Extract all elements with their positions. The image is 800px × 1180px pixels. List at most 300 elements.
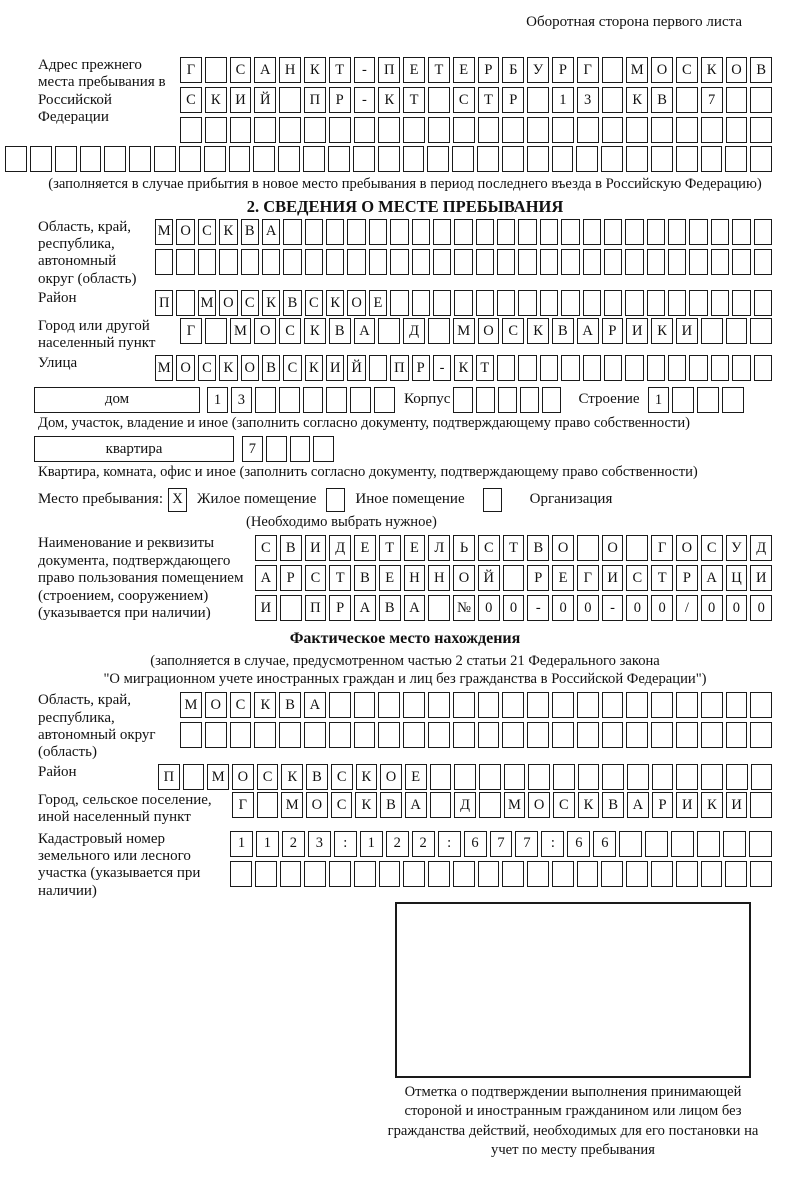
char-cell: У (527, 57, 549, 83)
char-cell: А (404, 595, 426, 621)
char-cell (578, 764, 600, 790)
dom-caption: Дом, участок, владение и иное (заполнить согласно документу, подтверждающему право собственности) (38, 414, 691, 431)
char-cell (701, 722, 723, 748)
char-cell (711, 219, 729, 245)
char-cell: И (326, 355, 344, 381)
mesto-note: (Необходимо выбрать нужное) (246, 513, 437, 530)
char-cell (453, 861, 475, 887)
char-cell (604, 355, 622, 381)
char-cell (651, 146, 673, 172)
char-cell: К (527, 318, 549, 344)
char-cell: О (232, 764, 254, 790)
char-cell: С (331, 792, 353, 818)
char-cell: В (750, 57, 772, 83)
char-cell (502, 117, 524, 143)
char-cell (354, 692, 376, 718)
char-cell: В (306, 764, 328, 790)
char-cell: 0 (503, 595, 525, 621)
char-cell: С (279, 318, 301, 344)
char-cell: С (305, 565, 327, 591)
option-inoe-label: Иное помещение (355, 491, 465, 508)
char-cell: 6 (567, 831, 590, 857)
char-cell: Т (403, 87, 425, 113)
char-cell (626, 861, 648, 887)
char-cell: С (255, 535, 277, 561)
kadastr-row-1 (230, 831, 772, 857)
char-cell (230, 117, 252, 143)
char-cell (183, 764, 205, 790)
char-cell: О (478, 318, 500, 344)
char-cell (626, 722, 648, 748)
char-cell: 1 (552, 87, 574, 113)
mesto-block (38, 488, 772, 512)
char-cell (326, 387, 347, 413)
char-cell (697, 831, 720, 857)
char-cell: О (726, 57, 748, 83)
char-cell: Е (379, 565, 401, 591)
char-cell (354, 861, 376, 887)
char-cell (329, 861, 351, 887)
char-cell: М (504, 792, 526, 818)
char-cell: А (262, 219, 280, 245)
char-cell: О (205, 692, 227, 718)
char-cell (751, 764, 773, 790)
kadastr-row-2 (230, 861, 772, 887)
char-cell (561, 249, 579, 275)
char-cell: К (205, 87, 227, 113)
char-cell (390, 249, 408, 275)
kvartira-cells (242, 436, 334, 462)
char-cell: 7 (515, 831, 538, 857)
char-cell (478, 117, 500, 143)
char-cell: 1 (360, 831, 383, 857)
factual-oblast-row-2 (180, 722, 772, 748)
char-cell (577, 692, 599, 718)
dom-box: дом (34, 387, 200, 413)
char-cell (527, 722, 549, 748)
char-cell: 3 (308, 831, 331, 857)
char-cell (518, 355, 536, 381)
char-cell (403, 722, 425, 748)
char-cell (711, 249, 729, 275)
char-cell: Т (379, 535, 401, 561)
char-cell: Г (577, 57, 599, 83)
char-cell: С (283, 355, 301, 381)
char-cell (403, 861, 425, 887)
char-cell (229, 146, 251, 172)
char-cell (378, 318, 400, 344)
char-cell (668, 290, 686, 316)
prev-address-block (38, 57, 772, 143)
char-cell (278, 146, 300, 172)
char-cell (154, 146, 176, 172)
oblast-row-2 (155, 249, 772, 275)
char-cell: Г (180, 57, 202, 83)
char-cell (754, 249, 772, 275)
char-cell (283, 219, 301, 245)
char-cell: П (304, 87, 326, 113)
char-cell: Б (502, 57, 524, 83)
char-cell (55, 146, 77, 172)
char-cell (374, 387, 395, 413)
char-cell (412, 249, 430, 275)
char-cell (697, 387, 719, 413)
char-cell: О (306, 792, 328, 818)
char-cell (497, 355, 515, 381)
raion-row (155, 290, 772, 316)
char-cell (326, 219, 344, 245)
char-cell: Т (428, 57, 450, 83)
char-cell (711, 290, 729, 316)
char-cell (378, 722, 400, 748)
char-cell: И (602, 565, 624, 591)
char-cell: С (701, 535, 723, 561)
char-cell: 1 (230, 831, 253, 857)
char-cell (504, 764, 526, 790)
prev-address-row-2 (180, 87, 772, 113)
char-cell (552, 692, 574, 718)
prev-address-label: Адрес прежнего места пребывания в Российской Федерации (38, 57, 166, 126)
char-cell (428, 692, 450, 718)
char-cell: К (578, 792, 600, 818)
char-cell (403, 117, 425, 143)
char-cell (379, 861, 401, 887)
char-cell: 2 (386, 831, 409, 857)
char-cell (328, 146, 350, 172)
char-cell: - (527, 595, 549, 621)
char-cell: К (378, 87, 400, 113)
char-cell: А (254, 57, 276, 83)
char-cell: М (155, 219, 173, 245)
char-cell (279, 117, 301, 143)
char-cell (452, 146, 474, 172)
char-cell: Р (502, 87, 524, 113)
char-cell (378, 117, 400, 143)
char-cell: О (676, 535, 698, 561)
char-cell: И (255, 595, 277, 621)
char-cell: В (379, 595, 401, 621)
char-cell: А (304, 692, 326, 718)
factual-raion-block (38, 764, 772, 790)
char-cell: О (552, 535, 574, 561)
char-cell (412, 219, 430, 245)
char-cell (502, 861, 524, 887)
document-row-1 (255, 535, 772, 561)
char-cell (750, 146, 772, 172)
factual-gorod-block (38, 792, 772, 827)
char-cell (80, 146, 102, 172)
char-cell: С (241, 290, 259, 316)
korpus-label: Корпус (404, 391, 451, 408)
char-cell: П (378, 57, 400, 83)
char-cell (668, 355, 686, 381)
stroenie-label: Строение (578, 391, 640, 408)
char-cell (369, 249, 387, 275)
document-row-2 (255, 565, 772, 591)
char-cell: : (541, 831, 564, 857)
checkbox-organizatsiya (483, 488, 502, 512)
char-cell (502, 146, 524, 172)
factual-caption-2: "О миграционном учете иностранных граждан и лиц без гражданства в Российской Федерации") (103, 670, 707, 687)
char-cell: Р (552, 57, 574, 83)
char-cell: К (281, 764, 303, 790)
char-cell: 2 (282, 831, 305, 857)
char-cell: К (304, 57, 326, 83)
char-cell (433, 219, 451, 245)
char-cell (689, 219, 707, 245)
char-cell (542, 387, 561, 413)
char-cell: : (438, 831, 461, 857)
char-cell: С (257, 764, 279, 790)
char-cell: Н (404, 565, 426, 591)
char-cell (601, 861, 623, 887)
char-cell (625, 290, 643, 316)
char-cell (676, 146, 698, 172)
char-cell: 0 (552, 595, 574, 621)
char-cell (479, 764, 501, 790)
char-cell (305, 249, 323, 275)
char-cell (651, 692, 673, 718)
char-cell (279, 387, 300, 413)
char-cell: В (262, 355, 280, 381)
char-cell (369, 355, 387, 381)
char-cell (583, 290, 601, 316)
char-cell: М (198, 290, 216, 316)
char-cell (750, 722, 772, 748)
char-cell: 7 (490, 831, 513, 857)
char-cell (430, 792, 452, 818)
char-cell (553, 764, 575, 790)
char-cell (453, 692, 475, 718)
char-cell (390, 290, 408, 316)
char-cell (540, 219, 558, 245)
char-cell: М (155, 355, 173, 381)
char-cell: Е (405, 764, 427, 790)
checkbox-inoe (326, 488, 345, 512)
char-cell (30, 146, 52, 172)
char-cell (518, 219, 536, 245)
char-cell (129, 146, 151, 172)
char-cell (180, 117, 202, 143)
char-cell: И (305, 535, 327, 561)
char-cell (453, 117, 475, 143)
char-cell: М (626, 57, 648, 83)
char-cell (651, 861, 673, 887)
oblast-row-1 (155, 219, 772, 245)
gorod-label: Город или другой населенный пункт (38, 318, 156, 352)
section2-heading: 2. СВЕДЕНИЯ О МЕСТЕ ПРЕБЫВАНИЯ (246, 196, 564, 216)
char-cell (527, 146, 549, 172)
char-cell (478, 692, 500, 718)
char-cell (701, 764, 723, 790)
char-cell (527, 87, 549, 113)
char-cell (479, 792, 501, 818)
char-cell (303, 387, 324, 413)
char-cell (403, 146, 425, 172)
char-cell: Е (404, 535, 426, 561)
kadastr-label: Кадастровый номер земельного или лесного участка (указывается при наличии) (38, 830, 201, 899)
char-cell (266, 436, 287, 462)
char-cell (625, 249, 643, 275)
char-cell (497, 290, 515, 316)
char-cell (726, 117, 748, 143)
char-cell (726, 692, 748, 718)
char-cell (503, 565, 525, 591)
factual-caption-1: (заполняется в случае, предусмотренном частью 2 статьи 21 Федерального закона (150, 653, 660, 670)
ulitsa-row (155, 355, 772, 381)
char-cell (750, 318, 772, 344)
char-cell: Д (454, 792, 476, 818)
char-cell (749, 831, 772, 857)
char-cell (602, 692, 624, 718)
char-cell (552, 722, 574, 748)
char-cell (732, 355, 750, 381)
char-cell: О (380, 764, 402, 790)
stamp-caption: Отметка о подтверждении выполнения принимающей стороной и иностранным гражданином или лицом без гражданства действий, необходимых для его постановки на учет по месту пребывания (387, 1084, 759, 1158)
char-cell: Р (652, 792, 674, 818)
char-cell (676, 764, 698, 790)
prev-address-row-3 (180, 117, 772, 143)
factual-gorod-row (232, 792, 772, 818)
oblast-label: Область, край, республика, автономный округ (область) (38, 218, 137, 287)
char-cell (619, 831, 642, 857)
char-cell (205, 57, 227, 83)
char-cell (647, 355, 665, 381)
char-cell: К (355, 792, 377, 818)
char-cell: Е (403, 57, 425, 83)
char-cell: К (304, 318, 326, 344)
char-cell: Д (750, 535, 772, 561)
char-cell: Е (369, 290, 387, 316)
char-cell: В (280, 535, 302, 561)
char-cell: В (380, 792, 402, 818)
char-cell (347, 249, 365, 275)
char-cell: В (527, 535, 549, 561)
char-cell (279, 722, 301, 748)
char-cell: И (750, 565, 772, 591)
char-cell: У (726, 535, 748, 561)
factual-oblast-label: Область, край, республика, автономный округ (область) (38, 692, 156, 761)
char-cell: К (262, 290, 280, 316)
char-cell: Р (602, 318, 624, 344)
char-cell (701, 318, 723, 344)
char-cell (155, 249, 173, 275)
char-cell (502, 722, 524, 748)
char-cell: Р (280, 565, 302, 591)
char-cell: 1 (648, 387, 670, 413)
document-block (38, 535, 772, 622)
char-cell (304, 117, 326, 143)
char-cell (732, 249, 750, 275)
char-cell (732, 219, 750, 245)
char-cell: С (502, 318, 524, 344)
char-cell: Д (329, 535, 351, 561)
char-cell: О (176, 219, 194, 245)
char-cell (254, 722, 276, 748)
char-cell: П (155, 290, 173, 316)
char-cell (176, 249, 194, 275)
char-cell: 0 (651, 595, 673, 621)
char-cell (198, 249, 216, 275)
corner-note: Оборотная сторона первого листа (526, 14, 742, 30)
char-cell (726, 764, 748, 790)
char-cell: К (305, 355, 323, 381)
char-cell: К (326, 290, 344, 316)
char-cell (230, 722, 252, 748)
char-cell: 2 (412, 831, 435, 857)
char-cell (552, 146, 574, 172)
char-cell (518, 249, 536, 275)
char-cell: А (354, 595, 376, 621)
char-cell (454, 219, 472, 245)
char-cell (326, 249, 344, 275)
char-cell: / (676, 595, 698, 621)
char-cell: И (676, 318, 698, 344)
ulitsa-label: Улица (38, 354, 78, 371)
char-cell (583, 219, 601, 245)
char-cell (732, 290, 750, 316)
char-cell (354, 117, 376, 143)
char-cell: С (198, 219, 216, 245)
char-cell (428, 595, 450, 621)
char-cell (454, 249, 472, 275)
char-cell (540, 249, 558, 275)
char-cell: 7 (242, 436, 263, 462)
char-cell: В (552, 318, 574, 344)
char-cell: В (279, 692, 301, 718)
factual-oblast-block (38, 692, 772, 762)
char-cell (651, 117, 673, 143)
char-cell (701, 146, 723, 172)
char-cell (303, 146, 325, 172)
raion-block (38, 290, 772, 316)
char-cell: С (453, 87, 475, 113)
char-cell (668, 219, 686, 245)
raion-label: Район (38, 290, 77, 307)
char-cell (378, 692, 400, 718)
option-zhiloe-label: Жилое помещение (197, 491, 317, 508)
char-cell (647, 219, 665, 245)
char-cell: М (453, 318, 475, 344)
char-cell: О (176, 355, 194, 381)
char-cell: С (230, 57, 252, 83)
char-cell (754, 290, 772, 316)
char-cell: : (334, 831, 357, 857)
char-cell: К (454, 355, 472, 381)
char-cell (676, 87, 698, 113)
char-cell: А (577, 318, 599, 344)
char-cell (329, 117, 351, 143)
char-cell (552, 117, 574, 143)
char-cell: С (198, 355, 216, 381)
char-cell: Т (651, 565, 673, 591)
char-cell (750, 117, 772, 143)
char-cell: - (602, 595, 624, 621)
char-cell (179, 146, 201, 172)
char-cell: С (478, 535, 500, 561)
char-cell: Г (651, 535, 673, 561)
char-cell: Й (347, 355, 365, 381)
char-cell (433, 290, 451, 316)
char-cell (601, 146, 623, 172)
char-cell: М (180, 692, 202, 718)
char-cell (104, 146, 126, 172)
char-cell: - (354, 87, 376, 113)
char-cell: Р (329, 87, 351, 113)
char-cell (583, 355, 601, 381)
char-cell: 6 (593, 831, 616, 857)
dom-cells (207, 387, 395, 413)
